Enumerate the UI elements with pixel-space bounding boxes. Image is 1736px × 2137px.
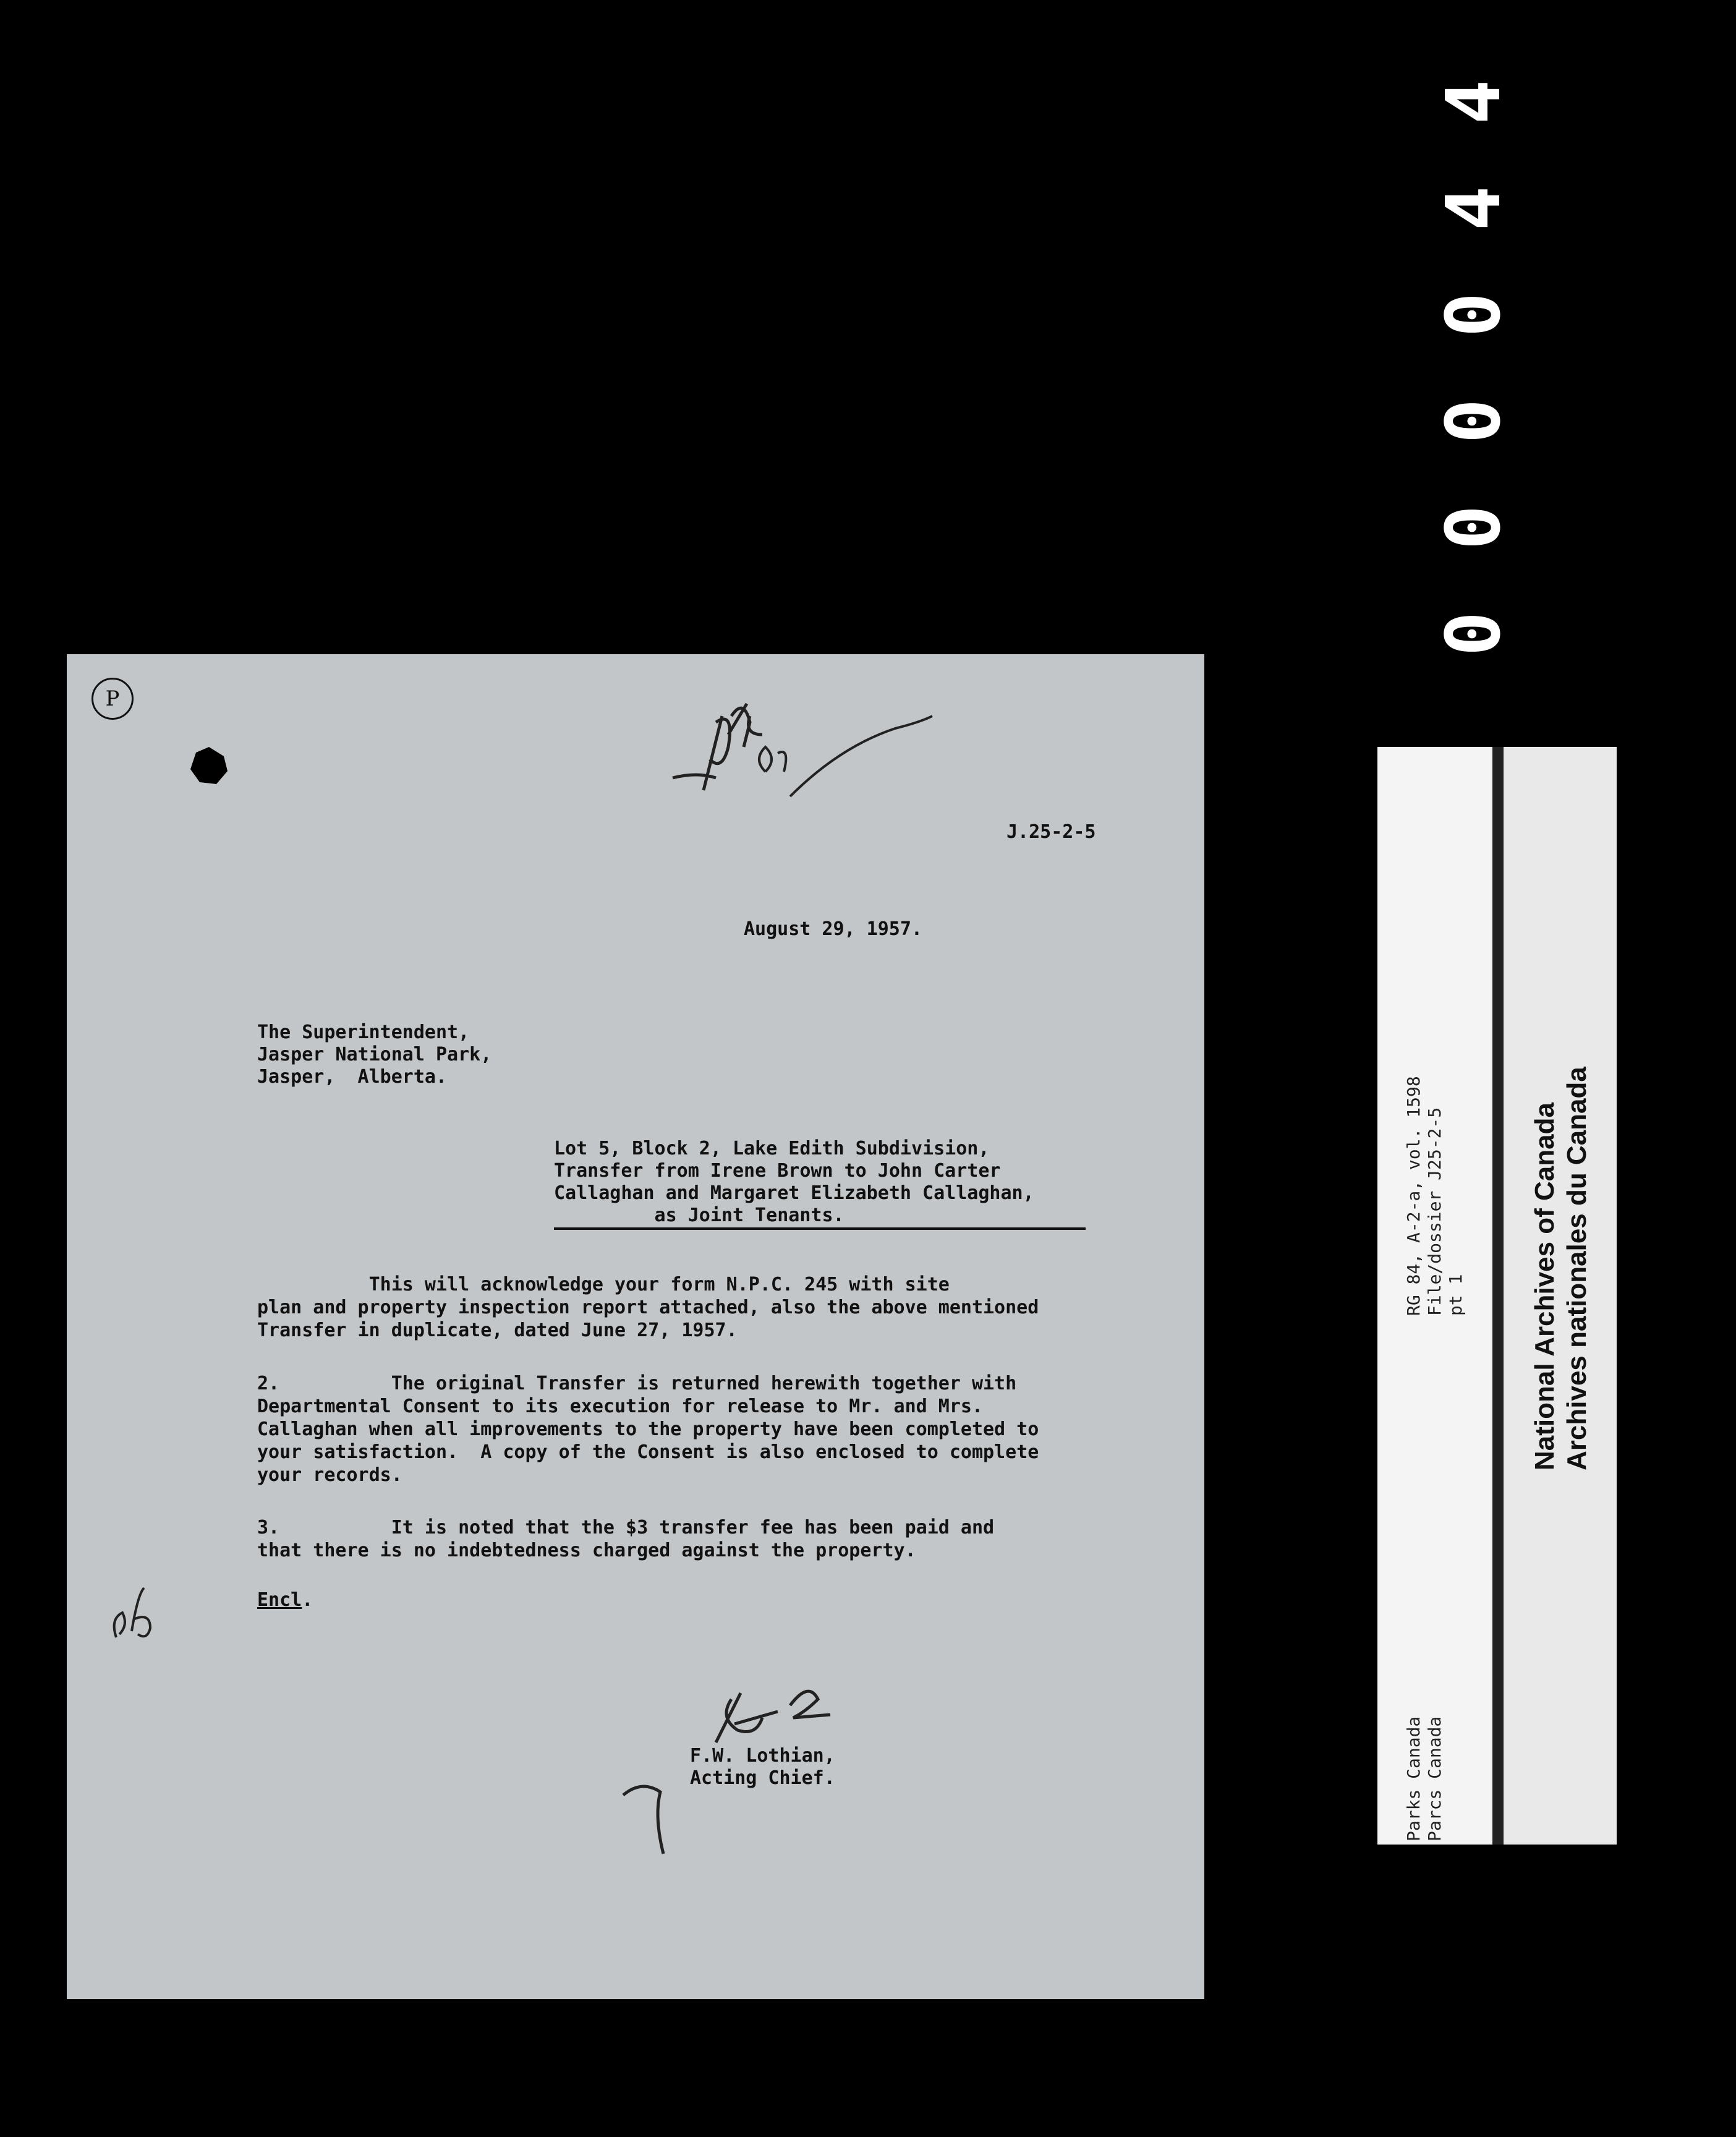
addressee-line: The Superintendent, (257, 1022, 470, 1043)
frame-digit: 0 (1431, 292, 1517, 338)
body-line: Callaghan when all improvements to the property have been completed to (257, 1418, 1039, 1440)
archival-label-card (1377, 747, 1617, 1845)
enclosure-period: . (302, 1589, 313, 1611)
subject-line: as Joint Tenants. (554, 1205, 845, 1226)
frame-digit: 0 (1431, 611, 1517, 657)
archives-name (1529, 1067, 1593, 1470)
handwritten-initials (104, 1582, 166, 1650)
addressee-line: Jasper National Park, (257, 1044, 492, 1065)
body-line: plan and property inspection report attached, also the above mentioned (257, 1297, 1039, 1318)
addressee-line: Jasper, Alberta. (257, 1066, 448, 1088)
frame-digit: 4 (1431, 186, 1517, 231)
file-reference (1403, 1076, 1466, 1316)
subject-line: Transfer from Irene Brown to John Carter (554, 1160, 1001, 1182)
frame-digit: 0 (1431, 505, 1517, 550)
file-ref-line: pt 1 (1445, 1274, 1466, 1316)
subject-line: Callaghan and Margaret Elizabeth Callaghan, (554, 1182, 1034, 1204)
body-line: that there is no indebtedness charged against the property. (257, 1540, 916, 1561)
frame-digit: 0 (1431, 398, 1517, 444)
frame-digit: 4 (1431, 79, 1517, 125)
body-line: 3. It is noted that the $3 transfer fee has been paid and (257, 1517, 995, 1538)
body-line: your satisfaction. A copy of the Consent is also enclosed to complete (257, 1441, 1039, 1463)
body-line: This will acknowledge your form N.P.C. 245 with site (257, 1274, 950, 1295)
letter-page (67, 654, 1204, 1999)
handwritten-mark (611, 1773, 679, 1866)
archives-line: National Archives of Canada (1530, 1103, 1560, 1470)
body-line: your records. (257, 1464, 402, 1486)
body-line: Transfer in duplicate, dated June 27, 1957. (257, 1320, 738, 1341)
label-divider (1492, 747, 1504, 1845)
file-number: J.25-2-5 (1006, 821, 1096, 843)
letter-date: August 29, 1957. (744, 918, 922, 940)
file-ref-line: File/dossier J25-2-5 (1424, 1107, 1445, 1316)
agency-line: Parcs Canada (1424, 1716, 1445, 1841)
archives-line: Archives nationales du Canada (1562, 1067, 1592, 1470)
body-line: Departmental Consent to its execution for release to Mr. and Mrs. (257, 1396, 983, 1417)
enclosure-label: Encl (257, 1589, 302, 1611)
body-line: 2. The original Transfer is returned herewith together with (257, 1373, 1017, 1394)
signatory-title: Acting Chief. (690, 1767, 835, 1789)
signatory-name: F.W. Lothian, (690, 1745, 835, 1767)
microfilm-frame-number (1431, 68, 1517, 657)
subject-underline (554, 1227, 1086, 1230)
agency-line: Parks Canada (1403, 1716, 1424, 1841)
punch-hole (190, 747, 228, 784)
subject-line: Lot 5, Block 2, Lake Edith Subdivision, (554, 1138, 990, 1159)
page-tag: P (91, 678, 134, 720)
handwritten-annotation (623, 679, 969, 840)
enclosure-note (257, 1588, 313, 1613)
file-ref-line: RG 84, A-2-a, vol. 1598 (1403, 1076, 1424, 1316)
agency-name (1403, 1717, 1445, 1841)
